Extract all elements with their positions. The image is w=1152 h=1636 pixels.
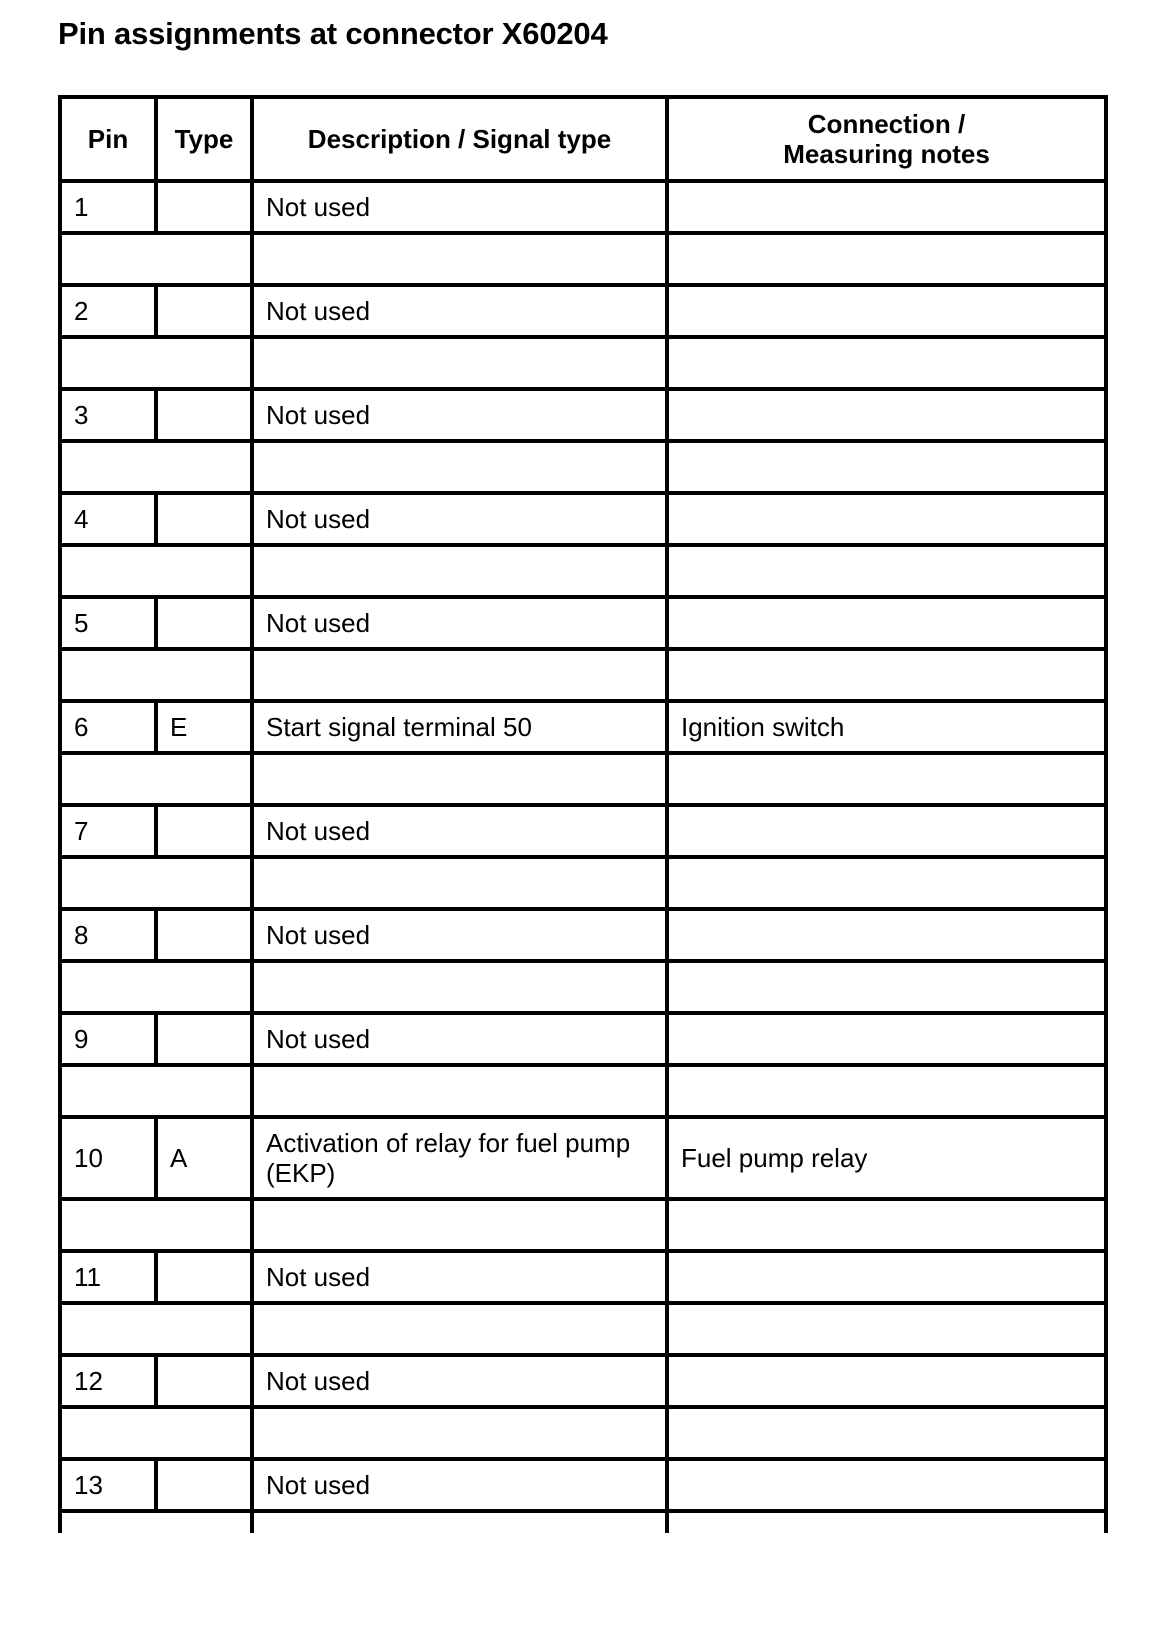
spacer-cell bbox=[252, 337, 667, 389]
table-row bbox=[60, 597, 1106, 649]
cell-type bbox=[156, 909, 252, 961]
spacer-cell bbox=[252, 441, 667, 493]
cell-notes bbox=[667, 1459, 1106, 1511]
cell-type bbox=[156, 493, 252, 545]
cell-description: Start signal terminal 50 bbox=[252, 701, 667, 753]
cell-notes bbox=[667, 909, 1106, 961]
cell-notes: Fuel pump relay bbox=[667, 1117, 1106, 1199]
table-row bbox=[60, 181, 1106, 233]
cell-type bbox=[156, 597, 252, 649]
spacer-cell bbox=[667, 1065, 1106, 1117]
cell-pin: 10 bbox=[60, 1117, 156, 1199]
header-notes bbox=[667, 97, 1106, 181]
cell-pin: 6 bbox=[60, 701, 156, 753]
cell-type bbox=[156, 1251, 252, 1303]
spacer-cell bbox=[667, 649, 1106, 701]
cell-type bbox=[156, 285, 252, 337]
spacer-row bbox=[60, 1407, 1106, 1459]
spacer-row bbox=[60, 1511, 1106, 1533]
cell-type bbox=[156, 389, 252, 441]
spacer-cell bbox=[667, 1407, 1106, 1459]
spacer-cell bbox=[60, 1199, 252, 1251]
cell-pin: 12 bbox=[60, 1355, 156, 1407]
spacer-cell bbox=[667, 233, 1106, 285]
spacer-cell bbox=[252, 1303, 667, 1355]
spacer-cell bbox=[667, 753, 1106, 805]
spacer-row bbox=[60, 1065, 1106, 1117]
spacer-row bbox=[60, 337, 1106, 389]
spacer-cell bbox=[667, 1199, 1106, 1251]
spacer-row bbox=[60, 753, 1106, 805]
cell-pin: 9 bbox=[60, 1013, 156, 1065]
table-row bbox=[60, 285, 1106, 337]
cell-notes bbox=[667, 1013, 1106, 1065]
cell-description: Not used bbox=[252, 597, 667, 649]
table-row bbox=[60, 1013, 1106, 1065]
spacer-row bbox=[60, 441, 1106, 493]
header-notes-line2: Measuring notes bbox=[783, 139, 990, 169]
cell-notes bbox=[667, 1251, 1106, 1303]
table-row bbox=[60, 1117, 1106, 1199]
cell-description: Activation of relay for fuel pump (EKP) bbox=[252, 1117, 667, 1199]
cell-notes bbox=[667, 597, 1106, 649]
spacer-cell bbox=[667, 857, 1106, 909]
cell-notes bbox=[667, 181, 1106, 233]
table-row bbox=[60, 1459, 1106, 1511]
spacer-row bbox=[60, 649, 1106, 701]
spacer-cell bbox=[60, 1065, 252, 1117]
cell-type bbox=[156, 805, 252, 857]
cell-description: Not used bbox=[252, 909, 667, 961]
spacer-row bbox=[60, 1303, 1106, 1355]
cell-pin: 5 bbox=[60, 597, 156, 649]
spacer-cell bbox=[667, 1303, 1106, 1355]
spacer-cell bbox=[60, 649, 252, 701]
spacer-cell bbox=[60, 1511, 252, 1533]
cell-description: Not used bbox=[252, 1355, 667, 1407]
spacer-row bbox=[60, 233, 1106, 285]
spacer-cell bbox=[60, 441, 252, 493]
spacer-cell bbox=[667, 961, 1106, 1013]
cell-pin: 8 bbox=[60, 909, 156, 961]
spacer-cell bbox=[252, 233, 667, 285]
spacer-cell bbox=[60, 233, 252, 285]
spacer-cell bbox=[252, 1511, 667, 1533]
cell-description: Not used bbox=[252, 1459, 667, 1511]
cell-notes: Ignition switch bbox=[667, 701, 1106, 753]
cell-description: Not used bbox=[252, 805, 667, 857]
spacer-cell bbox=[60, 961, 252, 1013]
spacer-cell bbox=[252, 961, 667, 1013]
cell-notes bbox=[667, 285, 1106, 337]
spacer-cell bbox=[667, 337, 1106, 389]
spacer-cell bbox=[60, 857, 252, 909]
cell-description: Not used bbox=[252, 1251, 667, 1303]
spacer-row bbox=[60, 961, 1106, 1013]
cell-type bbox=[156, 181, 252, 233]
table-row bbox=[60, 909, 1106, 961]
spacer-cell bbox=[252, 649, 667, 701]
spacer-cell bbox=[60, 337, 252, 389]
spacer-cell bbox=[60, 1303, 252, 1355]
spacer-row bbox=[60, 857, 1106, 909]
header-notes-line1: Connection / bbox=[807, 109, 966, 139]
cell-type bbox=[156, 1355, 252, 1407]
spacer-cell bbox=[252, 753, 667, 805]
cell-notes bbox=[667, 1355, 1106, 1407]
header-description: Description / Signal type bbox=[252, 97, 667, 181]
cell-notes bbox=[667, 389, 1106, 441]
spacer-cell bbox=[667, 441, 1106, 493]
table-row bbox=[60, 701, 1106, 753]
spacer-cell bbox=[252, 857, 667, 909]
table-row bbox=[60, 493, 1106, 545]
spacer-cell bbox=[252, 1065, 667, 1117]
spacer-row bbox=[60, 1199, 1106, 1251]
cell-notes bbox=[667, 805, 1106, 857]
table-row bbox=[60, 805, 1106, 857]
cell-type: E bbox=[156, 701, 252, 753]
cell-pin: 2 bbox=[60, 285, 156, 337]
header-type: Type bbox=[156, 97, 252, 181]
cell-pin: 4 bbox=[60, 493, 156, 545]
cell-pin: 11 bbox=[60, 1251, 156, 1303]
cell-type bbox=[156, 1013, 252, 1065]
table-row bbox=[60, 1355, 1106, 1407]
spacer-cell bbox=[252, 1407, 667, 1459]
header-row bbox=[60, 97, 1106, 181]
pin-assignment-table bbox=[58, 95, 1108, 1533]
cell-description: Not used bbox=[252, 493, 667, 545]
spacer-cell bbox=[252, 545, 667, 597]
cell-pin: 1 bbox=[60, 181, 156, 233]
spacer-cell bbox=[60, 753, 252, 805]
cell-description: Not used bbox=[252, 285, 667, 337]
spacer-cell bbox=[60, 545, 252, 597]
cell-notes bbox=[667, 493, 1106, 545]
header-pin: Pin bbox=[60, 97, 156, 181]
spacer-row bbox=[60, 545, 1106, 597]
cell-description: Not used bbox=[252, 389, 667, 441]
cell-description: Not used bbox=[252, 181, 667, 233]
spacer-cell bbox=[60, 1407, 252, 1459]
cell-pin: 3 bbox=[60, 389, 156, 441]
spacer-cell bbox=[667, 1511, 1106, 1533]
cell-pin: 13 bbox=[60, 1459, 156, 1511]
cell-type bbox=[156, 1459, 252, 1511]
table-row bbox=[60, 389, 1106, 441]
spacer-cell bbox=[252, 1199, 667, 1251]
table-row bbox=[60, 1251, 1106, 1303]
cell-description: Not used bbox=[252, 1013, 667, 1065]
spacer-cell bbox=[667, 545, 1106, 597]
page-title: Pin assignments at connector X60204 bbox=[58, 16, 608, 51]
cell-type: A bbox=[156, 1117, 252, 1199]
cell-pin: 7 bbox=[60, 805, 156, 857]
